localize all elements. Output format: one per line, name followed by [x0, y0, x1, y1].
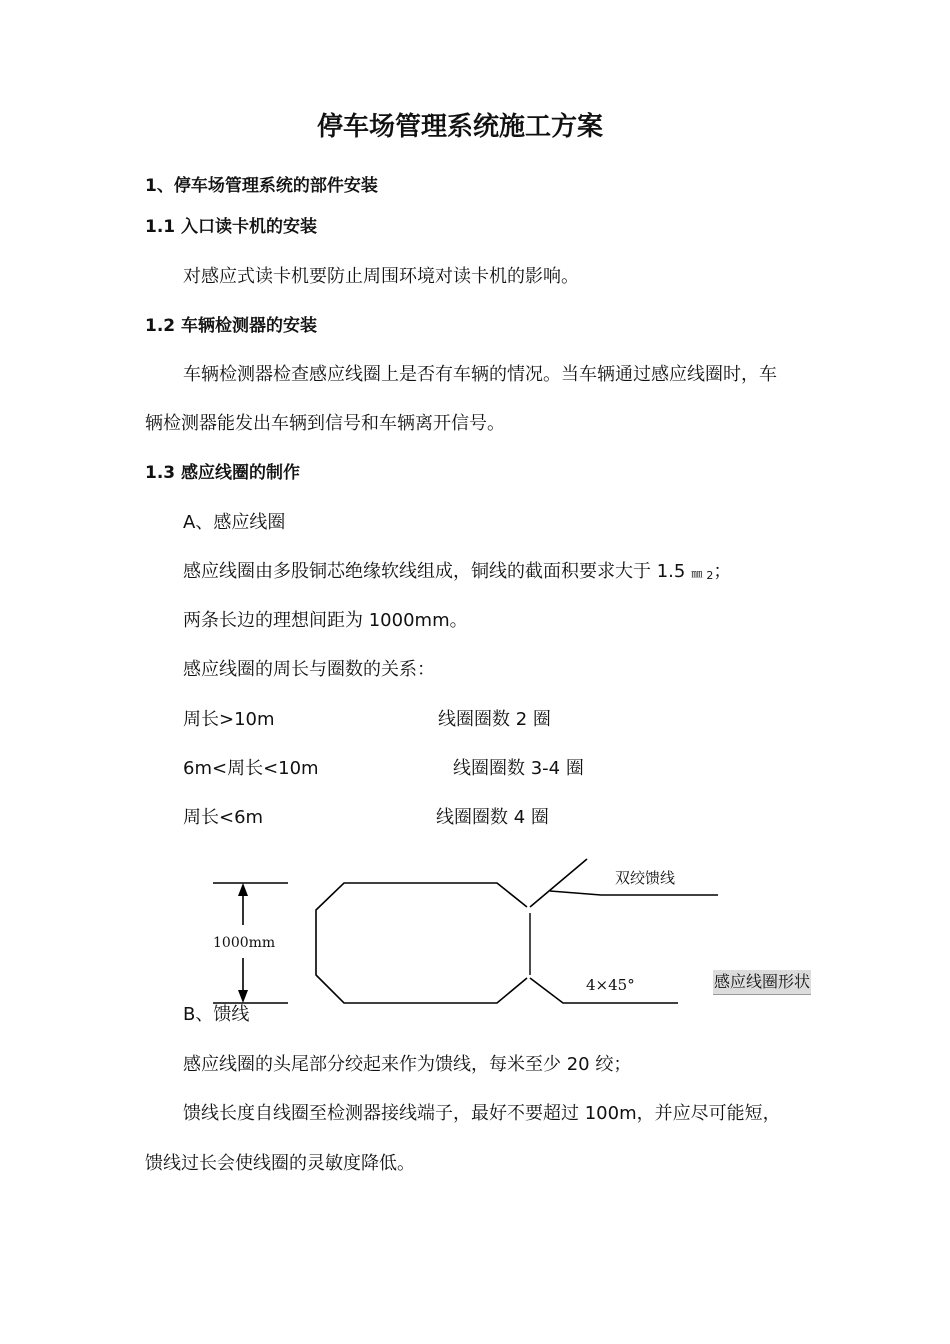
feeder-length-line1: 馈线长度自线圈至检测器接线端子，最好不要超过 100m，并应尽可能短， [183, 1103, 781, 1124]
item-a-label: A、感应线圈 [183, 512, 286, 533]
line-end-punct: ； [713, 561, 732, 582]
feeder-upper [530, 859, 587, 907]
item-b-label: B、馈线 [183, 1004, 250, 1025]
dimension-arrowhead-up [238, 883, 248, 896]
coil-outline [316, 883, 527, 1003]
relation-turns-3: 线圈圈数 4 圈 [436, 807, 549, 828]
unit-superscript: 2 [706, 569, 714, 582]
paragraph-detector-line1: 车辆检测器检查感应线圈上是否有车辆的情况。当车辆通过感应线圈时，车 [183, 364, 777, 385]
unit-mm: ㎜ [691, 567, 703, 580]
dimension-label: 1000mm [213, 935, 276, 951]
relation-perimeter-2: 6m<周长<10m [183, 758, 319, 779]
feeder-twist-line: 感应线圈的头尾部分绞起来作为馈线，每米至少 20 绞； [183, 1054, 632, 1075]
section-heading-1-2: 1.2 车辆检测器的安装 [145, 316, 318, 336]
diagram-caption: 感应线圈形状 [713, 970, 811, 995]
corner-label: 4×45° [586, 976, 635, 994]
section-heading-1: 1、停车场管理系统的部件安装 [145, 176, 378, 196]
section-heading-1-1: 1.1 入口读卡机的安装 [145, 217, 318, 237]
relation-intro: 感应线圈的周长与圈数的关系： [183, 659, 435, 680]
relation-turns-1: 线圈圈数 2 圈 [438, 709, 551, 730]
paragraph-card-reader: 对感应式读卡机要防止周围环境对读卡机的影响。 [183, 266, 579, 287]
spacing-line: 两条长边的理想间距为 1000mm。 [183, 610, 468, 631]
coil-material-text: 感应线圈由多股铜芯绝缘软线组成，铜线的截面积要求大于 1.5 [183, 561, 686, 582]
feeder-length-line2: 馈线过长会使线圈的灵敏度降低。 [145, 1153, 415, 1174]
section-heading-1-3: 1.3 感应线圈的制作 [145, 463, 301, 483]
relation-turns-2: 线圈圈数 3-4 圈 [453, 758, 584, 779]
document-title: 停车场管理系统施工方案 [317, 112, 604, 142]
feeder-label: 双绞馈线 [615, 869, 676, 887]
relation-perimeter-3: 周长<6m [183, 807, 264, 828]
dimension-arrowhead-down [238, 990, 248, 1003]
paragraph-detector-line2: 辆检测器能发出车辆到信号和车辆离开信号。 [145, 413, 505, 434]
relation-perimeter-1: 周长>10m [183, 709, 275, 730]
feeder-lower [550, 891, 718, 895]
